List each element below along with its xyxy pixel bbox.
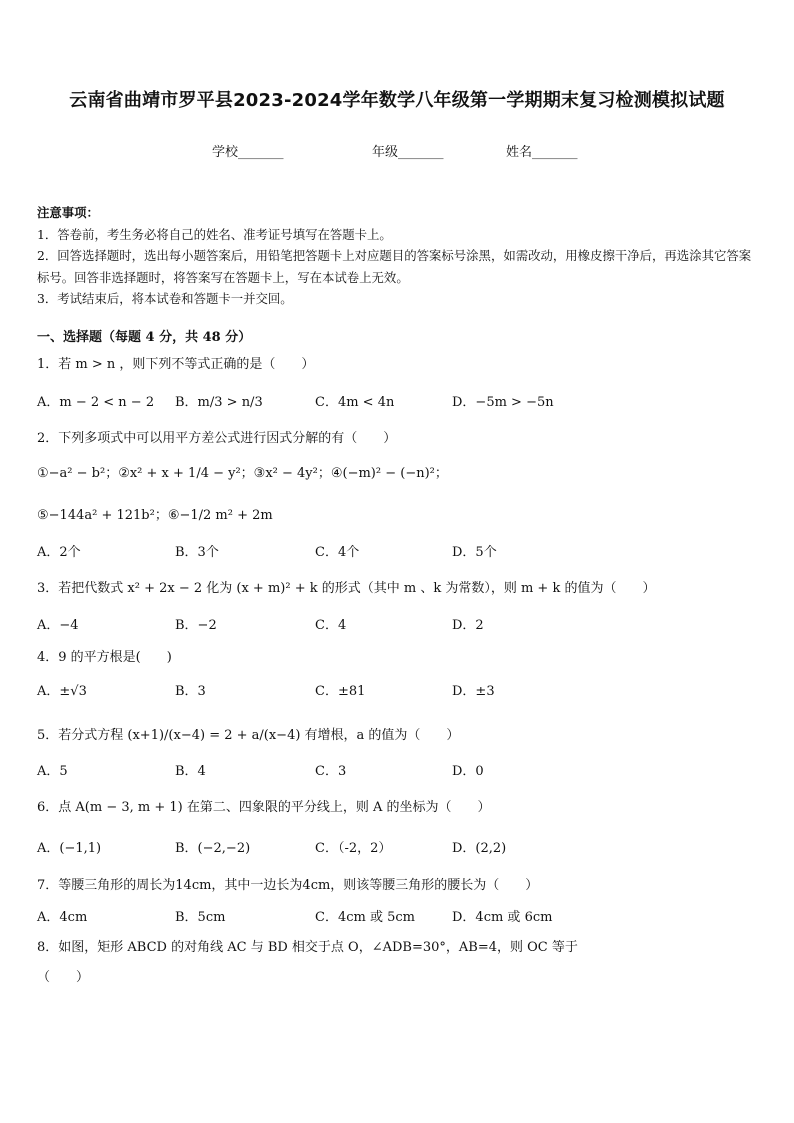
grade-field: 年级_______ — [372, 145, 444, 160]
q4-option-c: C．±81 — [315, 684, 366, 699]
q3-option-c: C．4 — [315, 618, 347, 633]
q5-option-d: D．0 — [452, 764, 484, 779]
q1-option-a: A．m − 2 < n − 2 — [37, 395, 155, 410]
q3-option-a: A．−4 — [37, 618, 79, 633]
q5-option-b: B．4 — [175, 764, 206, 779]
q3-option-d: D．2 — [452, 618, 484, 633]
q5-option-a: A．5 — [37, 764, 68, 779]
question-7-stem: 7．等腰三角形的周长为14cm，其中一边长为4cm，则该等腰三角形的腰长为（ ） — [37, 878, 539, 893]
q7-option-a: A．4cm — [37, 910, 88, 925]
question-2-line-3: ⑤−144a² + 121b²；⑥−1/2 m² + 2m — [37, 508, 273, 523]
question-2-stem: 2．下列多项式中可以用平方差公式进行因式分解的有（ ） — [37, 431, 397, 446]
school-field: 学校_______ — [212, 145, 284, 160]
question-5-stem: 5．若分式方程 (x+1)/(x−4) = 2 + a/(x−4) 有增根，a 的值为（ ） — [37, 728, 460, 743]
question-8-stem: 8．如图，矩形 ABCD 的对角线 AC 与 BD 相交于点 O，∠ADB=30°，AB=4，则 OC 等于 — [37, 940, 578, 955]
q6-option-b: B．(−2,−2) — [175, 841, 251, 856]
q1-option-c: C．4m < 4n — [315, 395, 395, 410]
note-item: 3．考试结束后，将本试卷和答题卡一并交回。 — [37, 291, 293, 306]
name-field: 姓名_______ — [506, 145, 578, 160]
question-2-line-2: ①−a² − b²；②x² + x + 1/4 − y²；③x² − 4y²；④(−m)² − (−n)²； — [37, 466, 448, 481]
question-8-line-2: （ ） — [37, 970, 90, 985]
question-3-stem: 3．若把代数式 x² + 2x − 2 化为 (x + m)² + k 的形式（其中 m 、k 为常数），则 m + k 的值为（ ） — [37, 581, 656, 596]
page-title: 云南省曲靖市罗平县2023-2024学年数学八年级第一学期期末复习检测模拟试题 — [69, 90, 725, 111]
question-4-stem: 4．9 的平方根是( ) — [37, 650, 172, 665]
q7-option-d: D．4cm 或 6cm — [452, 910, 553, 925]
q2-option-d: D．5个 — [452, 545, 497, 560]
q6-option-a: A．(−1,1) — [37, 841, 102, 856]
q5-option-c: C．3 — [315, 764, 347, 779]
q1-option-b: B．m/3 > n/3 — [175, 395, 263, 410]
question-6-stem: 6．点 A(m − 3, m + 1) 在第二、四象限的平分线上，则 A 的坐标为（ ） — [37, 800, 491, 815]
q6-option-c: C．（-2，2） — [315, 841, 392, 856]
note-item: 1．答卷前，考生务必将自己的姓名、准考证号填写在答题卡上。 — [37, 226, 392, 242]
q7-option-b: B．5cm — [175, 910, 226, 925]
notes-heading: 注意事项： — [37, 205, 99, 220]
q4-option-a: A．±√3 — [37, 684, 87, 699]
section-title: 一、选择题（每题 4 分，共 48 分） — [37, 330, 252, 345]
q4-option-d: D．±3 — [452, 684, 495, 699]
notes-block — [37, 202, 761, 310]
q7-option-c: C．4cm 或 5cm — [315, 910, 415, 925]
q6-option-d: D．(2,2) — [452, 841, 507, 856]
q2-option-c: C．4个 — [315, 545, 360, 560]
question-1-stem: 1．若 m > n ，则下列不等式正确的是（ ） — [37, 357, 315, 372]
q2-option-a: A．2个 — [37, 545, 81, 560]
note-item: 2．回答选择题时，选出每小题答案后，用铅笔把答题卡上对应题目的答案标号涂黑，如需改动，用橡皮擦干净后，再选涂其它答案标号。回答非选择题时，将答案写在答题卡上，写在本试卷上无效。 — [37, 248, 752, 285]
q3-option-b: B．−2 — [175, 618, 217, 633]
q4-option-b: B．3 — [175, 684, 206, 699]
q1-option-d: D．−5m > −5n — [452, 395, 554, 410]
q2-option-b: B．3个 — [175, 545, 219, 560]
